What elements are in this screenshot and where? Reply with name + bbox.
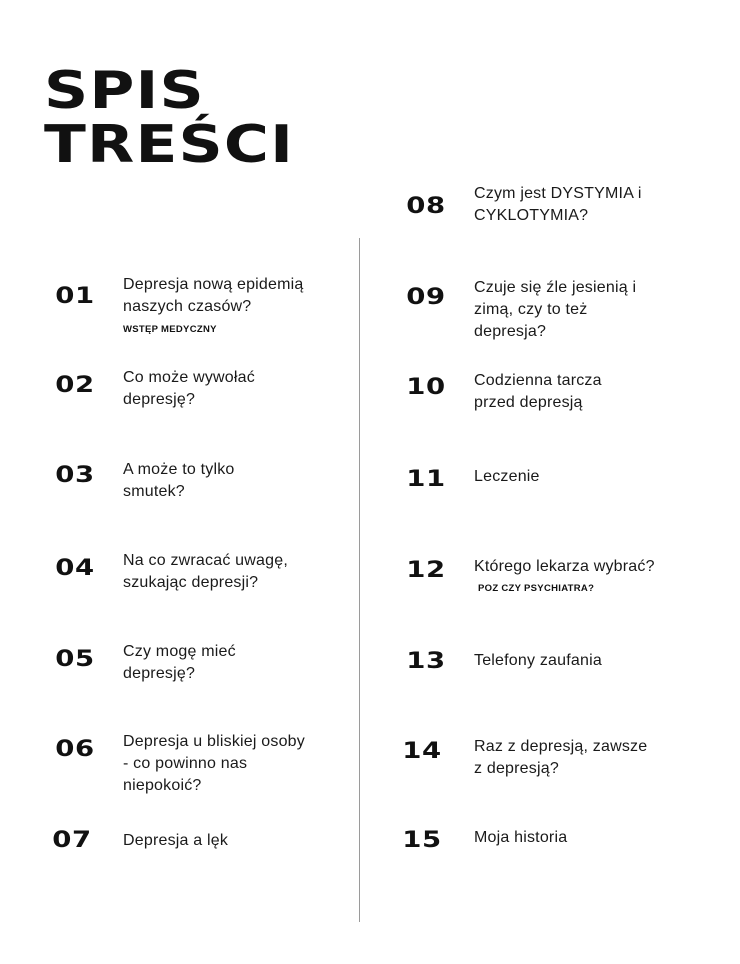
toc-number: 01	[55, 284, 95, 309]
toc-title: Depresja u bliskiej osoby - co powinno nas niepokoić?	[123, 733, 305, 794]
toc-number: 11	[406, 467, 446, 492]
toc-title: Depresja a lęk	[123, 832, 229, 849]
column-divider	[359, 238, 360, 922]
toc-title: Na co zwracać uwagę, szukając depresji?	[123, 552, 288, 591]
title-line-2: TREŚCI	[44, 115, 295, 175]
toc-title: Codzienna tarcza przed depresją	[474, 372, 602, 411]
toc-title: Leczenie	[474, 468, 540, 485]
toc-title: Co może wywołać depresję?	[123, 369, 255, 408]
toc-number: 09	[406, 285, 446, 310]
toc-number: 14	[402, 739, 442, 764]
toc-number: 04	[55, 556, 95, 581]
toc-title: Czy mogę mieć depresję?	[123, 643, 236, 682]
toc-title: Czym jest DYSTYMIA i CYKLOTYMIA?	[474, 185, 642, 224]
toc-number: 05	[55, 647, 95, 672]
title-line-1: SPIS	[44, 61, 205, 121]
toc-title: A może to tylko smutek?	[123, 461, 235, 500]
toc-number: 06	[55, 737, 95, 762]
toc-title: Moja historia	[474, 829, 568, 846]
toc-number: 13	[406, 649, 446, 674]
page-title	[44, 61, 295, 175]
toc-number: 15	[402, 828, 442, 853]
toc-number: 10	[406, 375, 446, 400]
toc-title: Depresja nową epidemią naszych czasów?	[123, 276, 304, 315]
toc-number: 08	[406, 194, 446, 219]
toc-title: Którego lekarza wybrać?	[474, 558, 655, 575]
toc-title: Telefony zaufania	[474, 652, 602, 669]
toc-subtitle: POZ CZY PSYCHIATRA?	[478, 583, 595, 594]
toc-number: 12	[406, 558, 446, 583]
toc-number: 07	[52, 828, 92, 853]
toc-number: 02	[55, 373, 95, 398]
toc-title: Raz z depresją, zawsze z depresją?	[474, 738, 648, 777]
toc-subtitle: WSTĘP MEDYCZNY	[123, 324, 217, 335]
toc-number: 03	[55, 463, 95, 488]
toc-title: Czuje się źle jesienią i zimą, czy to też depresja?	[474, 279, 637, 340]
